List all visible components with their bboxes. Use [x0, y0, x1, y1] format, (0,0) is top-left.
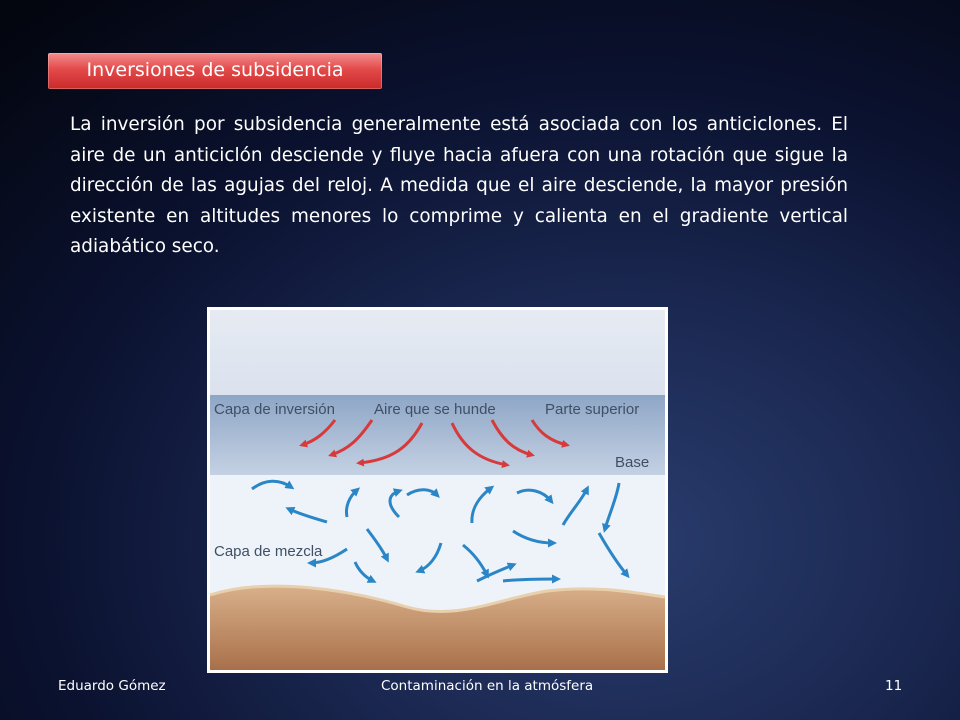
subsidence-inversion-diagram: [207, 307, 668, 673]
label-top: Parte superior: [545, 401, 640, 418]
body-paragraph: La inversión por subsidencia generalmente está asociada con los anticiclones. El aire de un anticiclón desciende y fluye hacia afuera con una rotación que sigue la dirección de las agujas del reloj. A medida que el aire desciende, la mayor presión existente en altitudes menores lo comprime y calienta en el gradiente vertical adiabático seco.: [70, 114, 848, 258]
label-inversion-layer: Capa de inversión: [214, 401, 335, 418]
upper-sky: [210, 310, 665, 395]
diagram-svg: [207, 307, 668, 673]
slide-title-box: [48, 53, 382, 89]
label-base: Base: [615, 454, 650, 471]
footer-page-number: 11: [885, 678, 903, 694]
label-sinking-air: Aire que se hunde: [374, 401, 496, 418]
footer-author: Eduardo Gómez: [58, 678, 166, 694]
label-mixing-layer: Capa de mezcla: [214, 543, 323, 560]
footer-subject: Contaminación en la atmósfera: [381, 678, 594, 694]
slide-title: Inversiones de subsidencia: [86, 59, 344, 81]
